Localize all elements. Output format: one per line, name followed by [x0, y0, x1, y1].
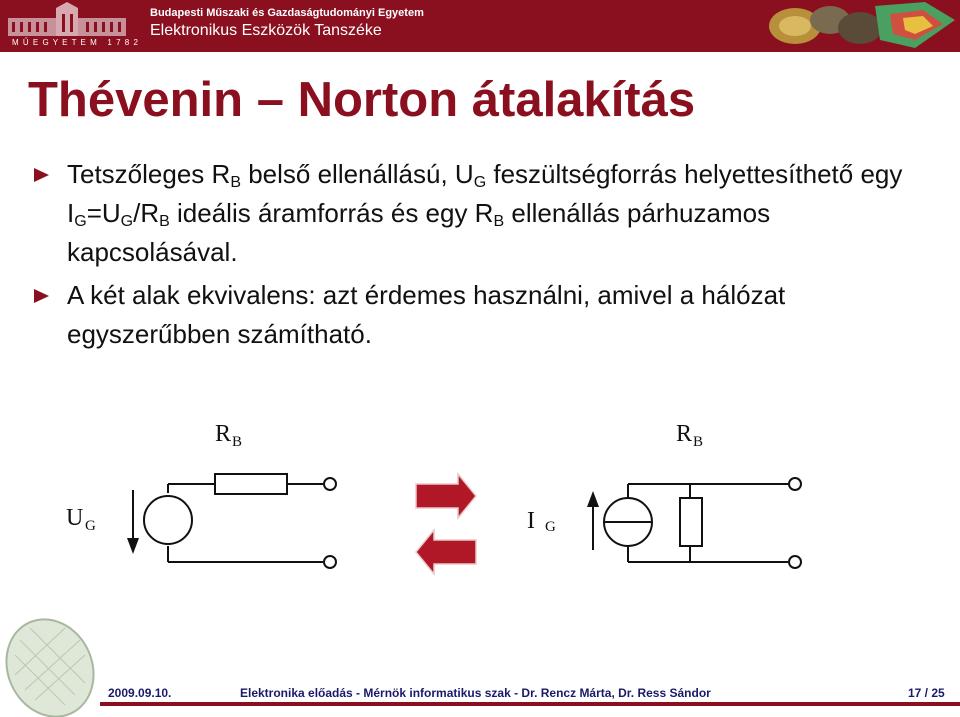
bullet-arrow-icon [34, 289, 49, 303]
department-name: Elektronikus Eszközök Tanszéke [150, 22, 382, 39]
left-r-sub: B [232, 434, 243, 450]
bullet-2-text: A két alak ekvivalens: azt érdemes használni, amivel a hálózat egyszerűbben számítható. [67, 280, 786, 349]
voltage-source [144, 496, 192, 544]
bullet-1-text: Tetszőleges R [67, 159, 231, 189]
bullet-list [30, 155, 930, 358]
subscript: B [493, 213, 505, 230]
subscript: G [120, 213, 134, 230]
subscript: G [74, 213, 87, 230]
bullet-arrow-icon [34, 168, 49, 182]
terminal-bottom-right [789, 556, 801, 568]
bullet-1-text: /R [133, 198, 160, 228]
wafer-image [0, 600, 110, 717]
right-i-sub: G [545, 519, 556, 535]
university-name: Budapesti Műszaki és Gazdaságtudományi Egyetem [150, 7, 424, 19]
footer-date: 2009.09.10. [108, 686, 172, 700]
right-r-label: R [676, 421, 693, 447]
subscript: B [230, 174, 241, 191]
right-r-sub: B [693, 434, 704, 450]
thevenin-circuit [127, 474, 336, 568]
right-i-label: I [527, 508, 535, 534]
logo-caption: M Ű E G Y E T E M 1 7 8 2 [12, 38, 139, 47]
terminal-bottom-left [324, 556, 336, 568]
left-u-label: U [66, 505, 84, 531]
page-number: 17 / 25 [908, 686, 945, 700]
series-resistor [215, 474, 287, 494]
bullet-1-text: ellenállás párhuzamos kapcsolásával. [67, 198, 771, 267]
left-u-sub: G [85, 518, 96, 534]
bullet-1-text: =U [86, 198, 121, 228]
left-r-label: R [215, 421, 232, 447]
chip-collage-image [765, 0, 960, 52]
bullet-1-text: ideális áramforrás és egy R [169, 198, 494, 228]
footer-line [100, 702, 960, 706]
bullet-1-text: feszültségforrás helyettesíthető egy I [67, 159, 903, 228]
footer-course: Elektronika előadás - Mérnök informatikus szak - Dr. Rencz Márta, Dr. Ress Sándor [240, 686, 711, 700]
bullet-item-1 [30, 155, 930, 272]
terminal-top-left [324, 478, 336, 490]
parallel-resistor [680, 498, 702, 546]
norton-circuit [587, 478, 801, 568]
conversion-arrows [416, 474, 476, 574]
terminal-top-right [789, 478, 801, 490]
bullet-item-2 [30, 276, 930, 354]
subscript: G [473, 174, 487, 191]
subscript: B [159, 213, 170, 230]
bullet-1-text: belső ellenállású, U [240, 159, 474, 189]
circuit-diagram [0, 400, 960, 600]
slide-title: Thévenin – Norton átalakítás [28, 73, 696, 127]
